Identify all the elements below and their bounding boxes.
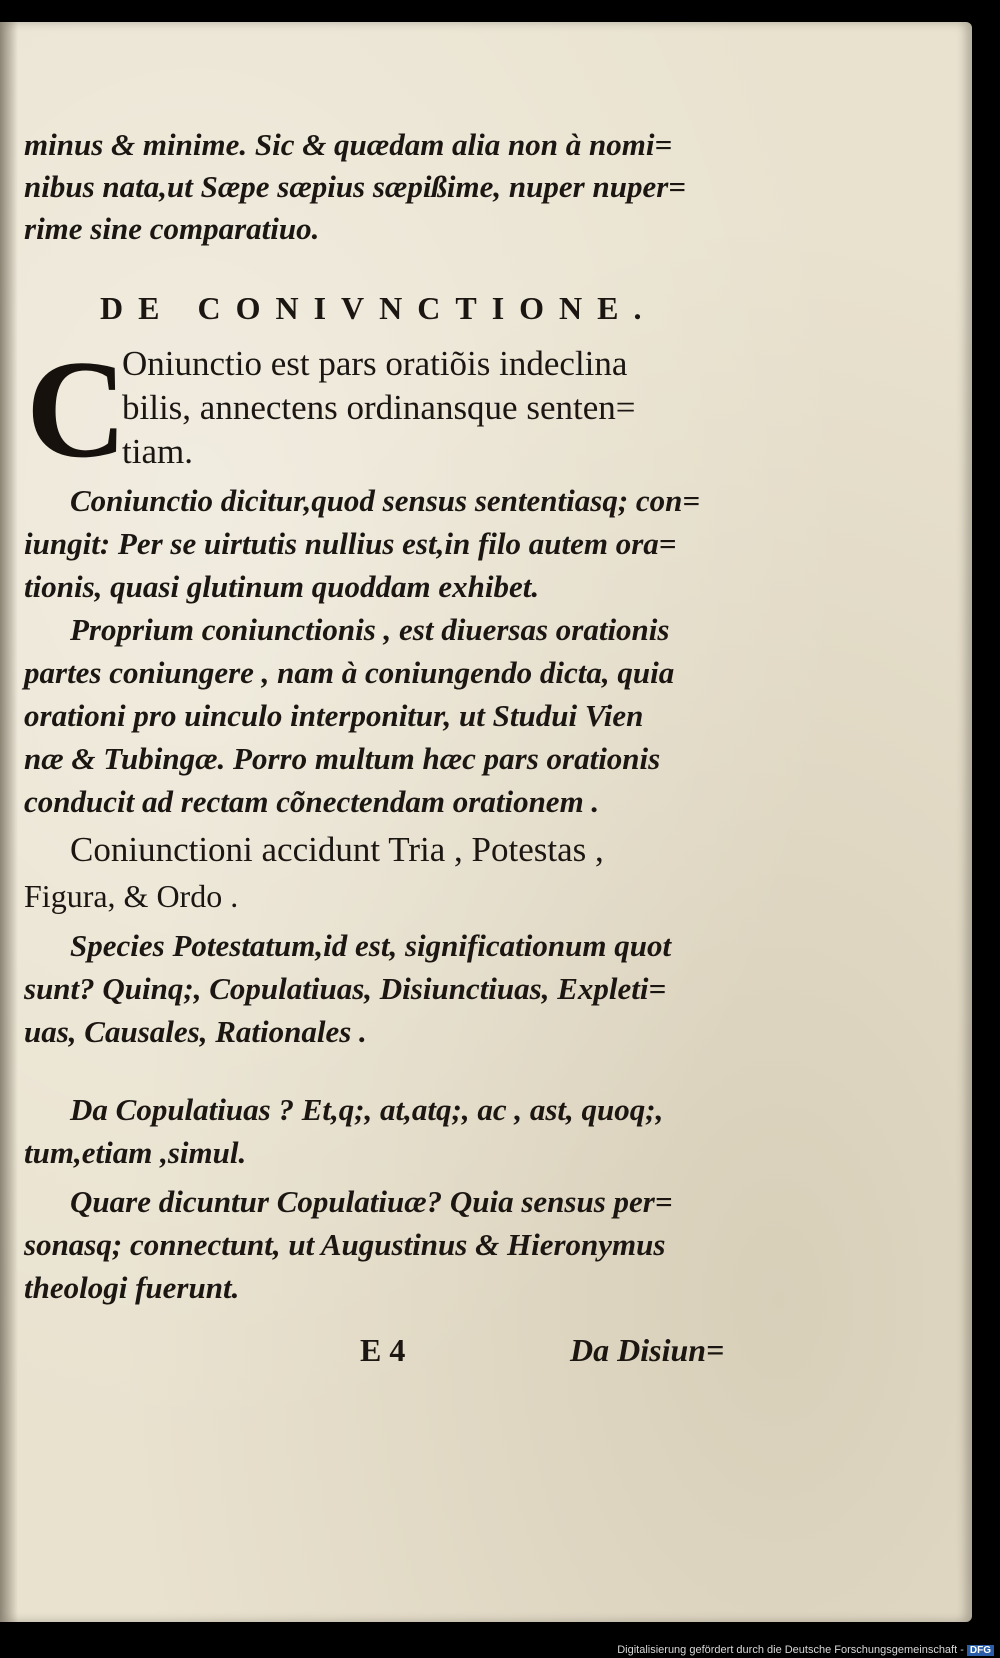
text-line: iungit: Per se uirtutis nullius est,in filo autem ora= [24, 526, 677, 561]
definition-line: tiam. [122, 432, 193, 471]
definition-line: Oniunctio est pars oratiõis indeclina [122, 344, 628, 383]
dfg-logo: DFG [967, 1645, 994, 1656]
text-line: Da Copulatiuas ? Et,q;, at,atq;, ac , ast, quoq;, [70, 1092, 664, 1127]
text-line: minus & minime. Sic & quædam alia non à nomi= [24, 127, 673, 162]
text-line: tum,etiam ,simul. [24, 1135, 247, 1170]
text-line: rime sine comparatiuo. [24, 211, 320, 246]
text-line: Quare dicuntur Copulatiuæ? Quia sensus per= [70, 1184, 673, 1219]
text-line: conducit ad rectam cõnectendam orationem . [24, 784, 600, 819]
text-line: næ & Tubingæ. Porro multum hæc pars orationis [24, 741, 661, 776]
text-line: uas, Causales, Rationales . [24, 1014, 367, 1049]
text-line: Proprium coniunctionis , est diuersas orationis [70, 612, 670, 647]
book-page [0, 22, 972, 1622]
text-line: Coniunctioni accidunt Tria , Potestas , [70, 830, 604, 869]
text-line: partes coniungere , nam à coniungendo dicta, quia [24, 655, 675, 690]
text-line: tionis, quasi glutinum quoddam exhibet. [24, 569, 540, 604]
text-line: sunt? Quinq;, Copulatiuas, Disiunctiuas, Expleti= [24, 971, 667, 1006]
catchword: Da Disiun= [570, 1332, 725, 1368]
page-spine-shadow [0, 22, 18, 1622]
text-line: nibus nata,ut Sæpe sæpius sæpißime, nuper nuper= [24, 169, 686, 204]
text-line: orationi pro uinculo interponitur, ut Studui Vien [24, 698, 644, 733]
text-line: Species Potestatum,id est, significationum quot [70, 928, 672, 963]
text-line: Coniunctio dicitur,quod sensus sententiasq; con= [70, 483, 701, 518]
credit-text: Digitalisierung gefördert durch die Deutsche Forschungsgemeinschaft - [617, 1644, 964, 1656]
signature-mark: E 4 [360, 1332, 406, 1368]
text-line: theologi fuerunt. [24, 1270, 240, 1305]
text-line: sonasq; connectunt, ut Augustinus & Hieronymus [24, 1227, 666, 1262]
section-heading: DE CONIVNCTIONE. [100, 290, 657, 326]
drop-cap: C [26, 332, 128, 487]
definition-line: bilis, annectens ordinansque senten= [122, 388, 636, 427]
text-line: Figura, & Ordo . [24, 878, 239, 914]
digitization-credit [617, 1644, 994, 1656]
